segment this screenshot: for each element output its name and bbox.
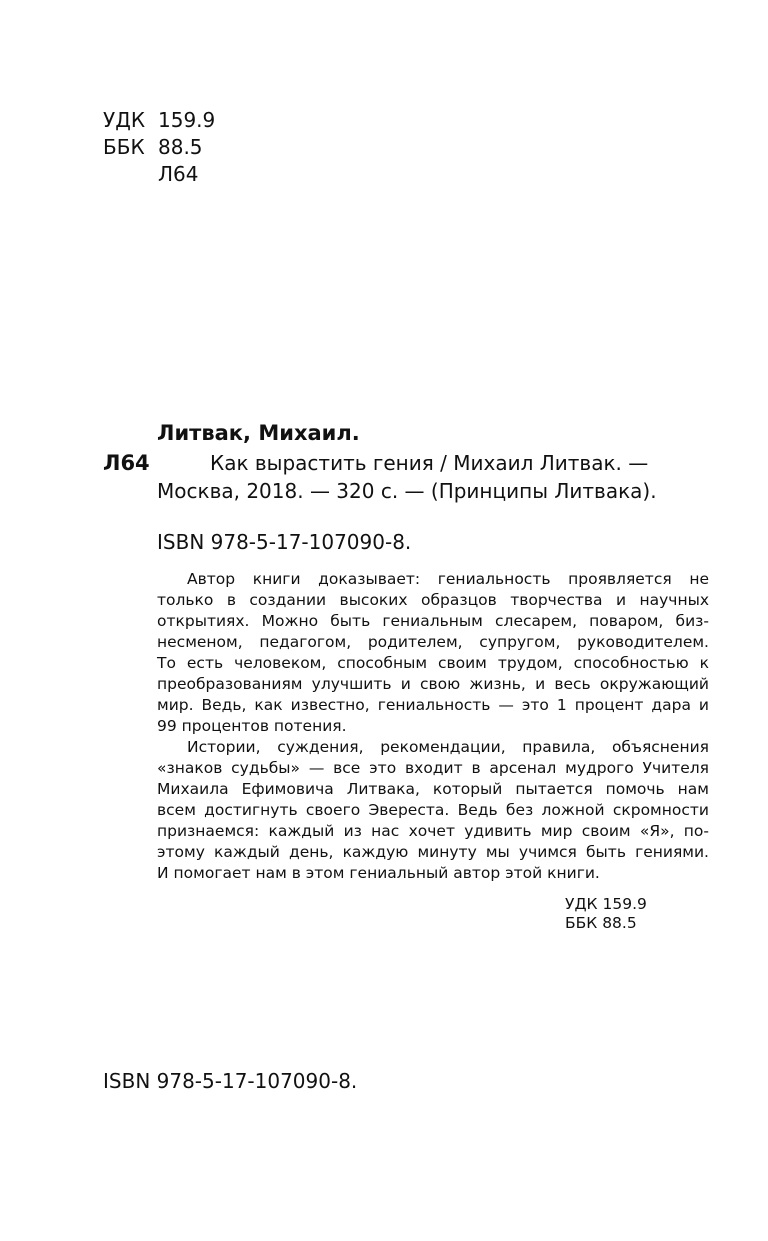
bbk-code: ББК 88.5: [565, 914, 637, 932]
annotation: [157, 569, 709, 884]
bbk-row: [103, 134, 215, 161]
annotation-line: всем достигнуть своего Эвереста. Ведь без ложной скромности: [157, 801, 709, 819]
annotation-line: «знаков судьбы» — все это входит в арсенал мудрого Учителя: [157, 759, 709, 777]
annotation-line: Истории, суждения, рекомендации, правила, объяснения: [187, 738, 709, 756]
annotation-line: И помогает нам в этом гениальный автор этой книги.: [157, 864, 600, 882]
bbk-value: 88.5: [158, 135, 203, 159]
annotation-line: признаемся: каждый из нас хочет удивить мир своим «Я», по-: [157, 822, 709, 840]
udk-value: 159.9: [158, 108, 216, 132]
annotation-line: несменом, педагогом, родителем, супругом, руководителем.: [157, 633, 709, 651]
udk-code: УДК 159.9: [565, 895, 647, 913]
annotation-line: только в создании высоких образцов творчества и научных: [157, 591, 709, 609]
annotation-paragraph-1: [157, 569, 709, 737]
udk-row: [103, 107, 215, 134]
annotation-paragraph-2: [157, 737, 709, 884]
udk-label: УДК: [103, 108, 146, 132]
author-mark-row: [103, 161, 215, 188]
author-heading: Литвак, Михаил.: [157, 421, 360, 445]
annotation-line: Автор книги доказывает: гениальность проявляется не: [187, 570, 709, 588]
annotation-line: открытиях. Можно быть гениальным слесарем, поваром, биз-: [157, 612, 709, 630]
annotation-line: преобразованиям улучшить и свою жизнь, и весь окружающий: [157, 675, 709, 693]
annotation-line: этому каждый день, каждую минуту мы учимся быть гениями.: [157, 843, 709, 861]
title-line: Как вырастить гения / Михаил Литвак. —: [210, 451, 649, 475]
annotation-line: Михаила Ефимовича Литвака, который пытается помочь нам: [157, 780, 709, 798]
cutter-mark: Л64: [103, 451, 150, 475]
annotation-line: 99 процентов потения.: [157, 717, 347, 735]
bbk-label: ББК: [103, 135, 145, 159]
isbn-bottom: ISBN 978-5-17-107090-8.: [103, 1069, 358, 1093]
publication-line: Москва, 2018. — 320 с. — (Принципы Литвака).: [157, 479, 657, 503]
classification-block-right: [565, 895, 647, 933]
isbn-main: ISBN 978-5-17-107090-8.: [157, 530, 412, 554]
annotation-line: мир. Ведь, как известно, гениальность — это 1 процент дара и: [157, 696, 709, 714]
annotation-line: То есть человеком, способным своим трудом, способностью к: [157, 654, 709, 672]
classification-block-top: [103, 107, 215, 188]
author-mark: Л64: [158, 162, 199, 186]
